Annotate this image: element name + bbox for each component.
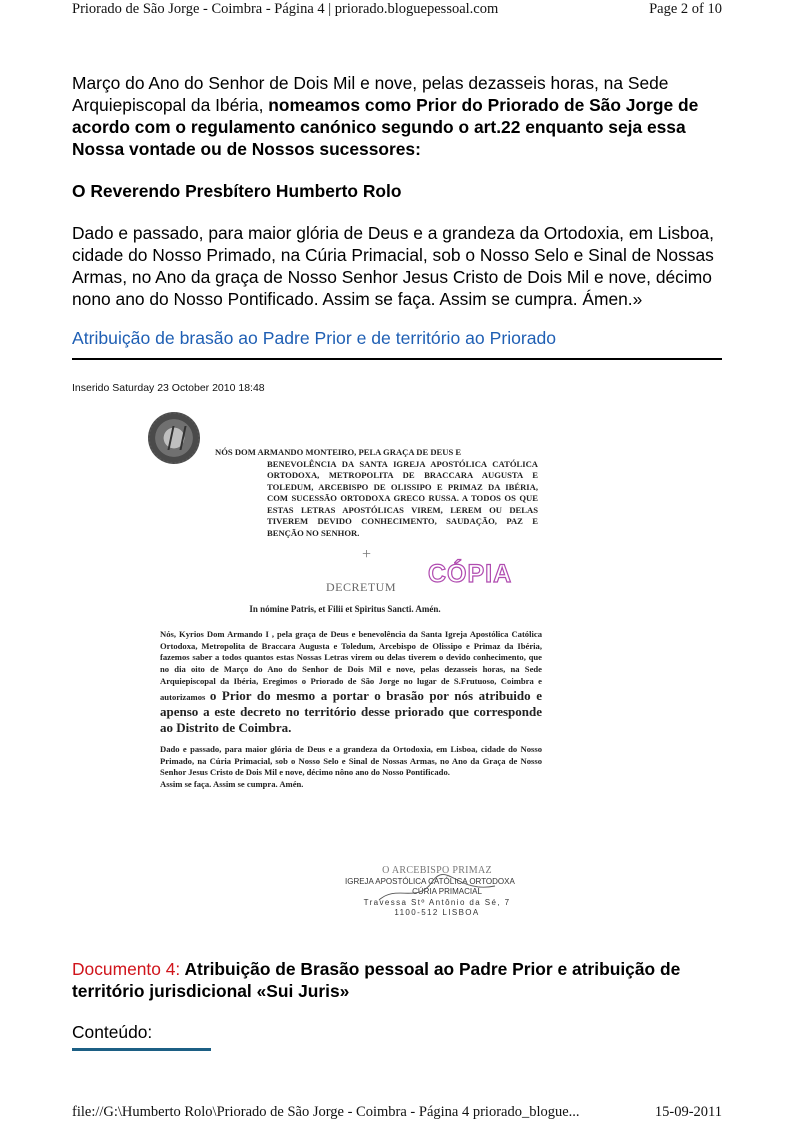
header-title: Priorado de São Jorge - Coimbra - Página 4 | priorado.bloguepessoal.com bbox=[72, 1, 499, 17]
signature-address: Travessa Stº Antônio da Sé, 7 bbox=[363, 897, 511, 907]
content-label: Conteúdo: bbox=[72, 1022, 153, 1042]
footer-file-path: file://G:\Humberto Rolo\Priorado de São Jorge - Coimbra - Página 4 priorado_blogue... bbox=[72, 1104, 580, 1120]
print-header bbox=[72, 1, 722, 21]
decree-text: Nós, Kyrios Dom Armando I , pela graça de Deus e benevolência da Santa Igreja Apostólica Católica Ortodoxa, Metropolita de Braccara Augusta e Toledum, Arcebispo de Olissipo e Primaz da Ibéria, fazemos saber a todos quantos estas Nossas Letras virem ou delas tiverem o devido conhecimento, que no dia oito de Março do Ano do Senhor de Dois Mil e nove, pelas dezasseis horas, na Sede Arquiepiscopal da Ibéria, Eregimos o Priorado de São Jorge no lugar de S.Frutuoso, Coimbra e autorizamos bbox=[160, 629, 542, 702]
scanned-decree-image bbox=[140, 408, 550, 928]
document-4-label: Documento 4: bbox=[72, 959, 181, 979]
content-underline bbox=[72, 1048, 211, 1051]
signature-title: O ARCEBISPO PRIMAZ bbox=[382, 865, 492, 876]
footer-date: 15-09-2011 bbox=[654, 1104, 722, 1120]
article-link[interactable]: Atribuição de brasão ao Padre Prior e de território ao Priorado bbox=[72, 328, 557, 348]
signature-curia: CÚRIA PRIMACIAL bbox=[412, 887, 482, 896]
print-footer bbox=[72, 1104, 722, 1124]
salutation bbox=[215, 447, 538, 539]
handwritten-signature-icon bbox=[377, 874, 497, 904]
salutation-rest: BENEVOLÊNCIA DA SANTA IGREJA APOSTÓLICA CATÓLICA ORTODOXA, METROPOLITA DE BRACCARA AUGUSTA E TOLEDUM, ARCEBISPO DE OLISSIPO E PRIMAZ DA IBÉRIA, COM SUCESSÃO ORTODOXA GRECO RUSSA. A TODOS OS QUE ESTAS LETRAS APOSTÓLICAS VIREM, LEREM OU DELAS TIVEREM DEVIDO CONHECIMENTO, SAUDAÇÃO, PAZ E BENÇÃO NO SENHOR. bbox=[267, 458, 538, 538]
cross-icon: + bbox=[362, 546, 372, 563]
document-4-heading bbox=[72, 958, 724, 1002]
decretum-heading: DECRETUM bbox=[326, 580, 396, 594]
document-4-title: Atribuição de Brasão pessoal ao Padre Prior e atribuição de território jurisdicional «Sui Juris» bbox=[72, 959, 681, 1001]
decree-given bbox=[160, 744, 542, 790]
seal-icon bbox=[148, 412, 200, 464]
decree-closing: Assim se faça. Assim se cumpra. Amén. bbox=[160, 778, 304, 789]
decree-body bbox=[160, 629, 542, 736]
decree-emphasis: o Prior do mesmo a portar o brasão por nós atribuido e apenso a este decreto no território desse priorado que corresponde ao Distrito de Coimbra. bbox=[160, 687, 542, 735]
nomination-text: Março do Ano do Senhor de Dois Mil e nove, pelas dezasseis horas, na Sede Arquiepiscopal da Ibéria, bbox=[72, 73, 669, 115]
paragraph-given: Dado e passado, para maior glória de Deus e a grandeza da Ortodoxia, em Lisboa, cidade do Nosso Primado, na Cúria Primacial, sob o Nosso Selo e Sinal de Nossas Armas, no Ano da graça de Nosso Senhor Jesus Cristo de Dois Mil e nove, décimo nono ano do Nosso Pontificado. Assim se faça. Assim se cumpra. Ámen.» bbox=[72, 223, 714, 309]
signature-block bbox=[337, 866, 537, 919]
copy-stamp: CÓPIA bbox=[428, 560, 513, 588]
signature-church: IGREJA APOSTÓLICA CATÓLICA ORTODOXA bbox=[345, 876, 515, 886]
divider bbox=[72, 358, 722, 360]
nomination-bold-text: nomeamos como Prior do Priorado de São Jorge de acordo com o regulamento canónico segundo o art.22 enquanto seja essa Nossa vontade ou de Nossos sucessores: bbox=[72, 95, 699, 159]
invocation: In nómine Patris, et Filii et Spiritus Sancti. Amén. bbox=[249, 604, 441, 614]
header-page-number: Page 2 of 10 bbox=[649, 1, 722, 17]
paragraph-nomination bbox=[72, 72, 724, 160]
paragraph-nominee: O Reverendo Presbítero Humberto Rolo bbox=[72, 181, 402, 201]
inserted-timestamp: Inserido Saturday 23 October 2010 18:48 bbox=[72, 382, 265, 394]
signature-postal: 1100-512 LISBOA bbox=[394, 908, 480, 917]
salutation-first-line: NÓS DOM ARMANDO MONTEIRO, PELA GRAÇA DE DEUS E bbox=[215, 447, 462, 457]
decree-given-text: Dado e passado, para maior glória de Deus e a grandeza da Ortodoxia, em Lisboa, cidade do Nosso Primado, na Cúria Primacial, sob o Nosso Selo e Sinal de Nossas Armas, no Ano da Graça de Nosso Senhor Jesus Cristo de Dois Mil e nove, décimo nôno ano do Nosso Pontificado. bbox=[160, 744, 542, 777]
